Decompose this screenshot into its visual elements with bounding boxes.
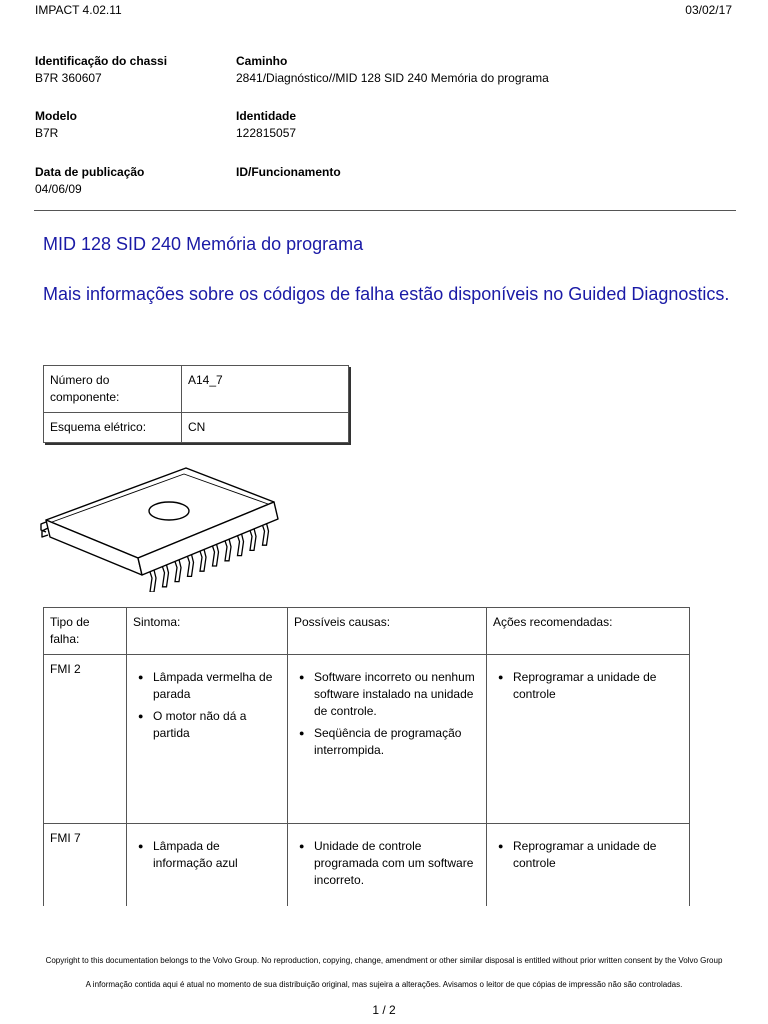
symptom-item: ● O motor não dá a partida	[153, 708, 281, 742]
actions-cell	[487, 655, 690, 824]
pubdate-value: 04/06/09	[35, 182, 82, 196]
chip-pin	[150, 570, 156, 592]
identity-value: 122815057	[236, 126, 297, 140]
identity-label: Identidade	[236, 109, 297, 123]
page-title: MID 128 SID 240 Memória do programa	[43, 234, 364, 254]
page-number: 1 / 2	[372, 1003, 396, 1017]
table-row	[44, 366, 349, 413]
symptom-item: ● Lâmpada de informação azul	[153, 838, 281, 872]
app-version: IMPACT 4.02.11	[35, 3, 122, 17]
cause-item: ● Software incorreto ou nenhum software instalado na unidade de controle.	[314, 669, 480, 720]
model-label: Modelo	[35, 109, 77, 123]
wiring-diagram-label: Esquema elétrico:	[44, 413, 182, 443]
table-row	[44, 608, 690, 655]
chip-illustration	[38, 462, 298, 592]
copyright-notice: Copyright to this documentation belongs to the Volvo Group. No reproduction, copying, change, amendment or other similar disposal is entitled without prior written consent by the Volvo Group	[45, 956, 723, 965]
chip-pin	[188, 554, 194, 576]
header-divider	[34, 210, 736, 211]
symptom-cell	[127, 824, 288, 907]
actions-cell	[487, 824, 690, 907]
model-value: B7R	[35, 126, 59, 140]
chip-pin	[213, 544, 219, 566]
fault-type: FMI 7	[44, 824, 127, 907]
header-symptom: Sintoma:	[127, 608, 288, 655]
wiring-diagram-value: CN	[182, 413, 349, 443]
component-number-label: Número do componente:	[44, 366, 182, 413]
table-row	[44, 413, 349, 443]
chip-pin	[263, 523, 269, 545]
fault-table	[43, 607, 690, 906]
table-row	[44, 655, 690, 824]
path-label: Caminho	[236, 54, 288, 68]
chassis-value: B7R 360607	[35, 71, 102, 85]
chip-pin	[163, 565, 169, 587]
header-causes: Possíveis causas:	[288, 608, 487, 655]
causes-cell	[288, 824, 487, 907]
path-value: 2841/Diagnóstico//MID 128 SID 240 Memória do programa	[236, 71, 549, 85]
page-subtitle: Mais informações sobre os códigos de falha estão disponíveis no Guided Diagnostics.	[43, 284, 730, 304]
action-item: ● Reprogramar a unidade de controle	[513, 838, 683, 872]
fault-type: FMI 2	[44, 655, 127, 824]
table-row	[44, 824, 690, 907]
symptom-item: ● Lâmpada vermelha de parada	[153, 669, 281, 703]
causes-cell	[288, 655, 487, 824]
header-actions: Ações recomendadas:	[487, 608, 690, 655]
cause-item: ● Unidade de controle programada com um software incorreto.	[314, 838, 480, 889]
chip-pin	[250, 528, 256, 550]
idfunc-label: ID/Funcionamento	[236, 165, 341, 179]
chip-pin	[225, 539, 231, 561]
chassis-label: Identificação do chassi	[35, 54, 168, 68]
chip-pin	[175, 560, 181, 582]
cause-item: ● Seqüência de programação interrompida.	[314, 725, 480, 759]
component-table	[43, 365, 349, 443]
component-number-value: A14_7	[182, 366, 349, 413]
pubdate-label: Data de publicação	[35, 165, 145, 179]
header-fault-type: Tipo de falha:	[44, 608, 127, 655]
action-item: ● Reprogramar a unidade de controle	[513, 669, 683, 703]
distribution-notice: A informação contida aqui é atual no momento de sua distribuição original, mas sujeira a alterações. Avisamos o leitor de que cópias de impressão não são controladas.	[85, 980, 683, 989]
chip-pin	[238, 534, 244, 556]
chip-pin	[200, 549, 206, 571]
symptom-cell	[127, 655, 288, 824]
print-date: 03/02/17	[685, 3, 732, 17]
